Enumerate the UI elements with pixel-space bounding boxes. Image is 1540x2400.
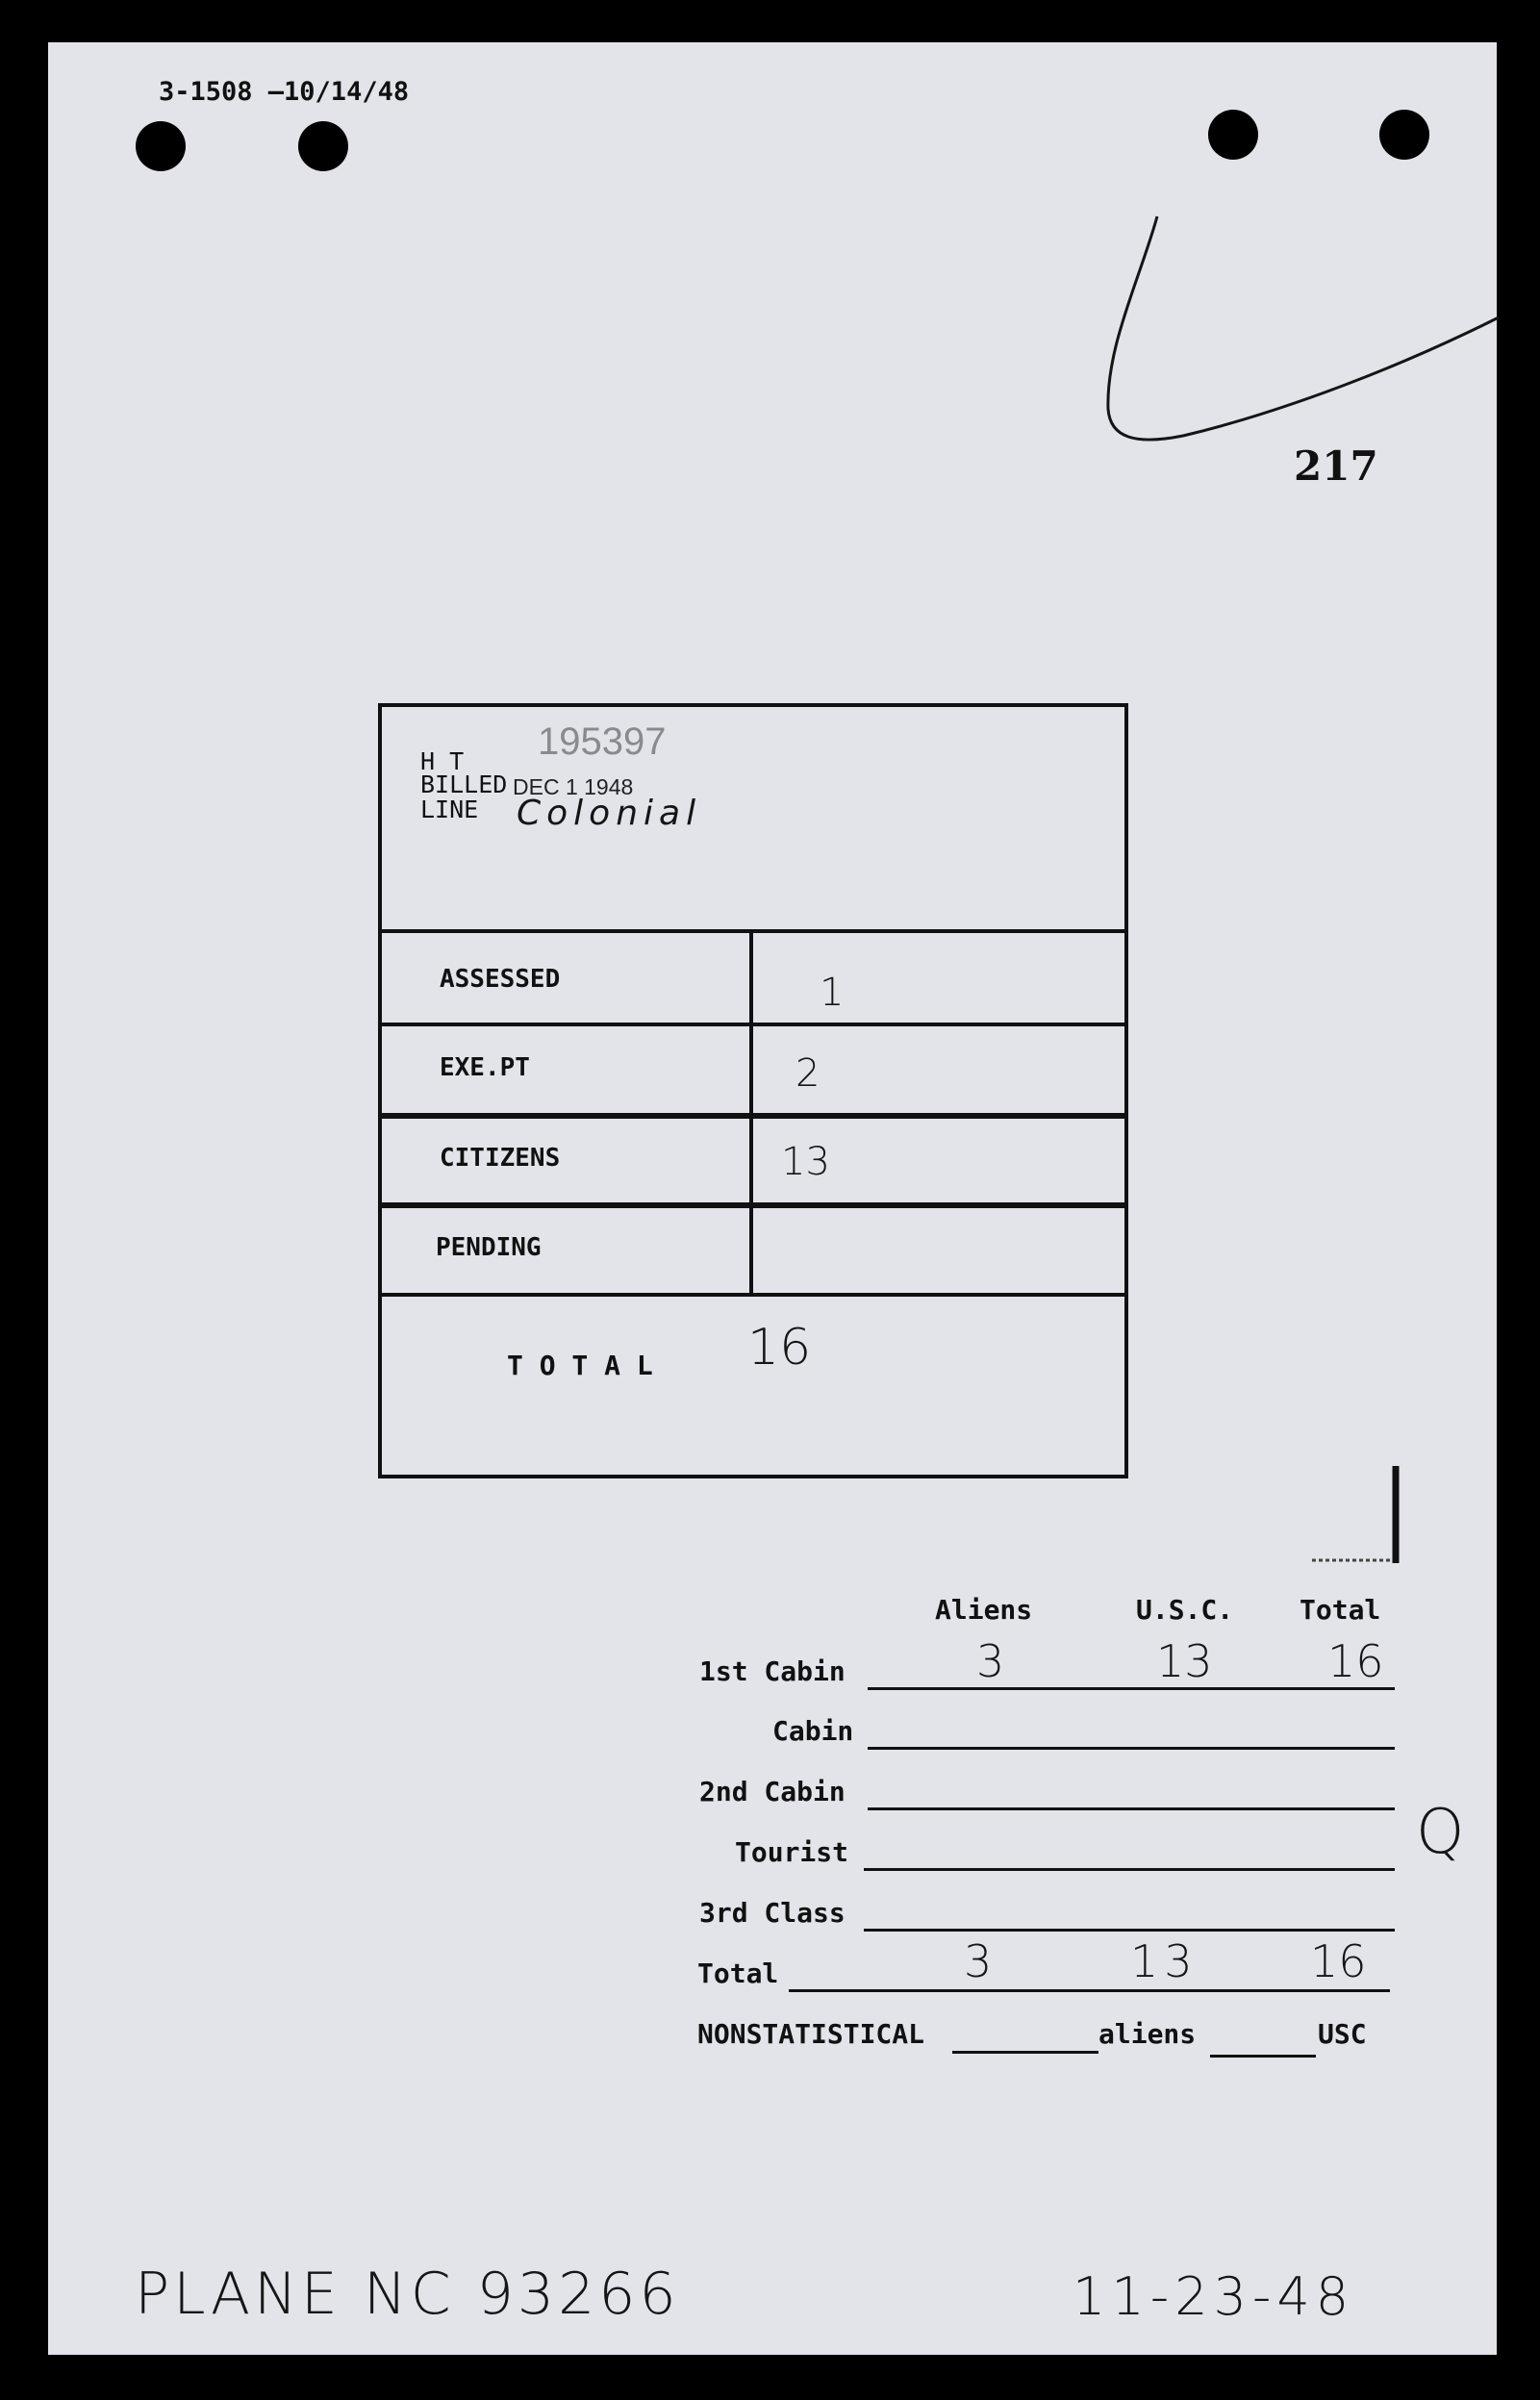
fill-line [868,1687,1395,1690]
divider [382,1023,1124,1026]
billing-stamp-box [378,703,1128,1478]
row-label: Total [697,1958,779,1989]
divider [749,929,753,1295]
aliens-value: 3 [964,1935,993,1987]
fill-line [864,1929,1395,1932]
row-label: ASSESSED [440,965,561,994]
billed-date: DEC 1 1948 [513,774,634,799]
row-label: CITIZENS [440,1144,561,1173]
fill-line [952,2051,1098,2054]
row-value: 1 [820,971,845,1015]
usc-value: 13 [1130,1935,1199,1987]
line-value: Colonial [517,794,702,833]
row-label: Tourist [735,1836,849,1868]
form-number: 3-1508 —10/14/48 [159,77,410,107]
stamp-number: 195397 [538,720,667,763]
check-mark [1097,212,1501,452]
punch-hole [1208,110,1258,160]
row-value: 2 [795,1051,820,1096]
divider [382,929,1124,933]
row-label: Cabin [772,1715,854,1747]
fill-line [868,1807,1395,1810]
side-mark: Q [1416,1797,1465,1868]
total-label: T O T A L [507,1350,653,1381]
aliens-value: 3 [976,1635,1005,1687]
row-label: PENDING [436,1233,542,1262]
line-label: LINE [420,796,479,823]
fill-line [868,1747,1395,1750]
row-label: 3rd Class [699,1897,846,1929]
row-label: 2nd Cabin [699,1776,846,1807]
page-number: 217 [1294,442,1378,490]
divider [382,1202,1124,1208]
total-value: 16 [1327,1635,1384,1687]
column-header: U.S.C. [1136,1594,1234,1626]
tally-mark [1308,1462,1404,1568]
nonstat-usc-label: USC [1318,2018,1367,2050]
usc-value: 13 [1156,1635,1213,1687]
nonstat-label: NONSTATISTICAL [697,2018,925,2050]
plane-number: PLANE NC 93266 [135,2261,680,2328]
total-value: 16 [1310,1935,1367,1987]
divider [382,1293,1124,1297]
row-label: 1st Cabin [699,1655,846,1687]
handwritten-date: 11-23-48 [1073,2266,1355,2327]
fill-line [789,1989,1390,1992]
fill-line [864,1868,1395,1871]
column-header: Total [1300,1594,1381,1626]
nonstat-aliens-label: aliens [1098,2018,1197,2050]
column-header: Aliens [935,1594,1033,1626]
row-value: 13 [781,1140,830,1184]
punch-hole [298,121,348,171]
fill-line [1210,2055,1316,2058]
total-value: 16 [747,1319,812,1377]
billed-label: BILLED [420,771,508,798]
punch-hole [1379,110,1429,160]
punch-hole [136,121,186,171]
ht-label: H T [420,747,465,775]
row-label: EXE.PT [440,1053,530,1082]
divider [382,1113,1124,1119]
